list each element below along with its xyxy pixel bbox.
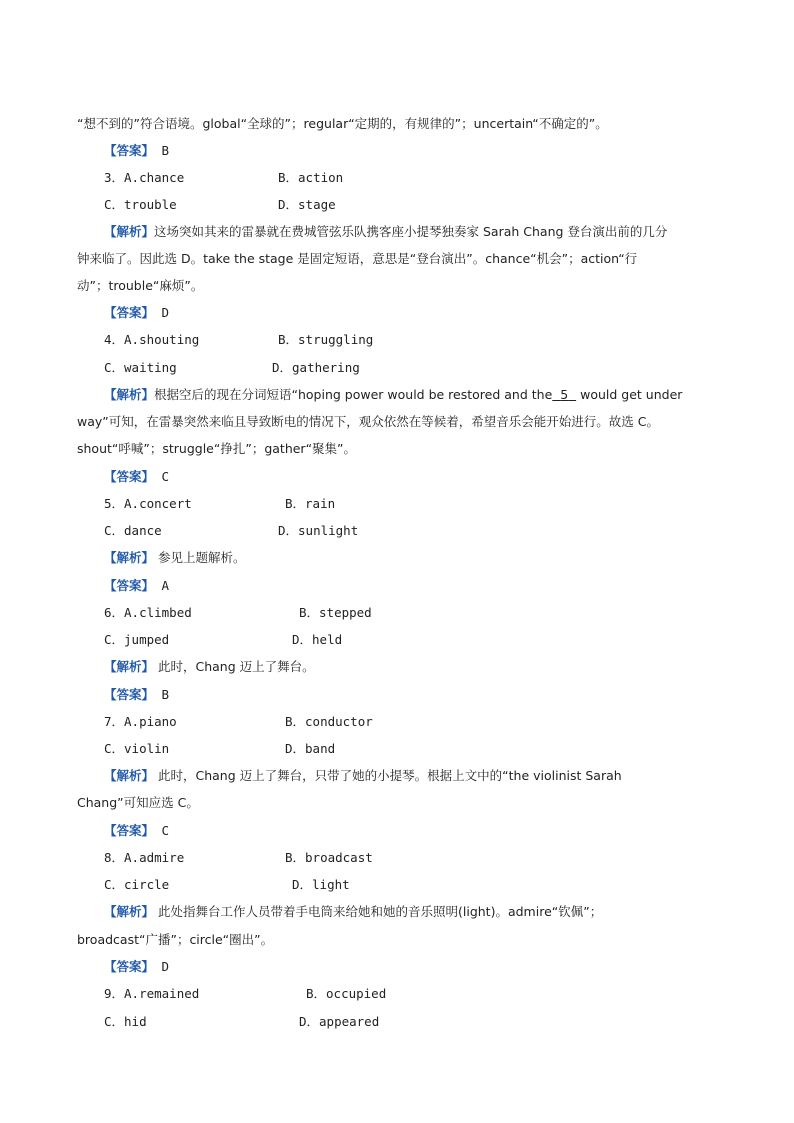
answer-label: 【答案】 <box>104 823 155 838</box>
analysis-label: 【解析】 <box>104 768 155 783</box>
question-3-options-row-1 <box>104 169 343 187</box>
question-9-options-row-1 <box>104 985 386 1003</box>
option-4d: D．gathering <box>272 360 360 375</box>
option-8a: 8．A.admire <box>104 850 185 865</box>
option-4b: B．struggling <box>278 332 374 347</box>
analysis-label: 【解析】 <box>104 659 155 674</box>
answer-row-2 <box>104 142 169 160</box>
option-9c: C．hid <box>104 1014 147 1029</box>
answer-row-5 <box>104 577 169 595</box>
option-8d: D．light <box>292 877 350 892</box>
analysis-text: 这场突如其来的雷暴就在费城管弦乐队携客座小提琴独奏家 Sarah Chang 登台演出前的几分 <box>154 224 668 239</box>
option-8b: B．broadcast <box>285 850 373 865</box>
option-7c: C．violin <box>104 741 170 756</box>
option-4c: C．waiting <box>104 360 177 375</box>
analysis-text: 此时，Chang 迈上了舞台。 <box>158 659 315 674</box>
question-9-options-row-2 <box>104 1013 379 1031</box>
answer-row-6 <box>104 686 169 704</box>
question-4-options-row-1 <box>104 331 373 349</box>
option-3b: B．action <box>278 170 344 185</box>
option-7a: 7．A.piano <box>104 714 177 729</box>
analysis-text-tail: would get under <box>580 387 683 402</box>
question-6-options-row-1 <box>104 604 372 622</box>
analysis-3-line-1 <box>104 223 667 241</box>
analysis-4-line-1 <box>104 386 682 404</box>
option-5a: 5．A.concert <box>104 496 192 511</box>
analysis-8-line-2: broadcast“广播”；circle“圈出”。 <box>77 932 274 947</box>
analysis-text: 根据空后的现在分词短语“hoping power would be restored and the <box>154 387 553 402</box>
option-5c: C．dance <box>104 523 162 538</box>
option-3a: 3．A.chance <box>104 170 185 185</box>
analysis-6-line-1 <box>104 658 315 676</box>
analysis-text: 此处指舞台工作人员带着手电筒来给她和她的音乐照明(light)。admire“钦佩”； <box>158 904 603 919</box>
question-8-options-row-1 <box>104 849 373 867</box>
analysis-7-line-2: Chang”可知应选 C。 <box>77 795 199 810</box>
answer-label: 【答案】 <box>104 578 155 593</box>
intro-line: “想不到的”符合语境。global“全球的”；regular“定期的，有规律的”；uncertain“不确定的”。 <box>77 116 608 131</box>
option-8c: C．circle <box>104 877 170 892</box>
option-6b: B．stepped <box>299 605 372 620</box>
answer-label: 【答案】 <box>104 305 155 320</box>
analysis-3-line-3: 动”；trouble“麻烦”。 <box>77 278 204 293</box>
answer-row-7 <box>104 822 169 840</box>
question-7-options-row-2 <box>104 740 335 758</box>
question-5-options-row-1 <box>104 495 335 513</box>
option-4a: 4．A.shouting <box>104 332 200 347</box>
answer-label: 【答案】 <box>104 469 155 484</box>
option-5d: D．sunlight <box>278 523 359 538</box>
option-9b: B．occupied <box>306 986 387 1001</box>
question-8-options-row-2 <box>104 876 350 894</box>
analysis-label: 【解析】 <box>104 550 155 565</box>
answer-value: C <box>161 823 170 838</box>
question-7-options-row-1 <box>104 713 373 731</box>
option-6c: C．jumped <box>104 632 170 647</box>
answer-row-3 <box>104 304 169 322</box>
analysis-4-line-2: way”可知，在雷暴突然来临且导致断电的情况下，观众依然在等候着，希望音乐会能开始进行。故选 C。 <box>77 414 659 429</box>
option-6a: 6．A.climbed <box>104 605 192 620</box>
analysis-text: 此时，Chang 迈上了舞台，只带了她的小提琴。根据上文中的“the violinist Sarah <box>158 768 622 783</box>
analysis-8-line-1 <box>104 903 602 921</box>
analysis-5-line-1 <box>104 549 246 567</box>
analysis-text: 参见上题解析。 <box>158 550 246 565</box>
analysis-label: 【解析】 <box>104 387 155 402</box>
answer-value: B <box>161 687 170 702</box>
answer-label: 【答案】 <box>104 959 155 974</box>
answer-row-8 <box>104 958 169 976</box>
blank-5: 5 <box>560 387 569 402</box>
answer-value: D <box>161 959 170 974</box>
analysis-label: 【解析】 <box>104 224 155 239</box>
answer-label: 【答案】 <box>104 687 155 702</box>
option-5b: B．rain <box>285 496 336 511</box>
option-9a: 9．A.remained <box>104 986 200 1001</box>
analysis-7-line-1 <box>104 767 622 785</box>
option-7b: B．conductor <box>285 714 373 729</box>
answer-value: C <box>161 469 170 484</box>
answer-value: B <box>161 143 170 158</box>
analysis-label: 【解析】 <box>104 904 155 919</box>
option-9d: D．appeared <box>299 1014 380 1029</box>
answer-label: 【答案】 <box>104 143 155 158</box>
option-3d: D．stage <box>278 197 336 212</box>
analysis-3-line-2: 钟来临了。因此选 D。take the stage 是固定短语，意思是“登台演出”。chance“机会”；action“行 <box>77 251 638 266</box>
question-5-options-row-2 <box>104 522 358 540</box>
analysis-4-line-3: shout“呼喊”；struggle“挣扎”；gather“聚集”。 <box>77 441 357 456</box>
option-7d: D．band <box>285 741 336 756</box>
question-6-options-row-2 <box>104 631 342 649</box>
question-3-options-row-2 <box>104 196 336 214</box>
option-6d: D．held <box>292 632 343 647</box>
answer-value: D <box>161 305 170 320</box>
question-4-options-row-2 <box>104 359 360 377</box>
answer-value: A <box>161 578 170 593</box>
option-3c: C．trouble <box>104 197 177 212</box>
answer-row-4 <box>104 468 169 486</box>
